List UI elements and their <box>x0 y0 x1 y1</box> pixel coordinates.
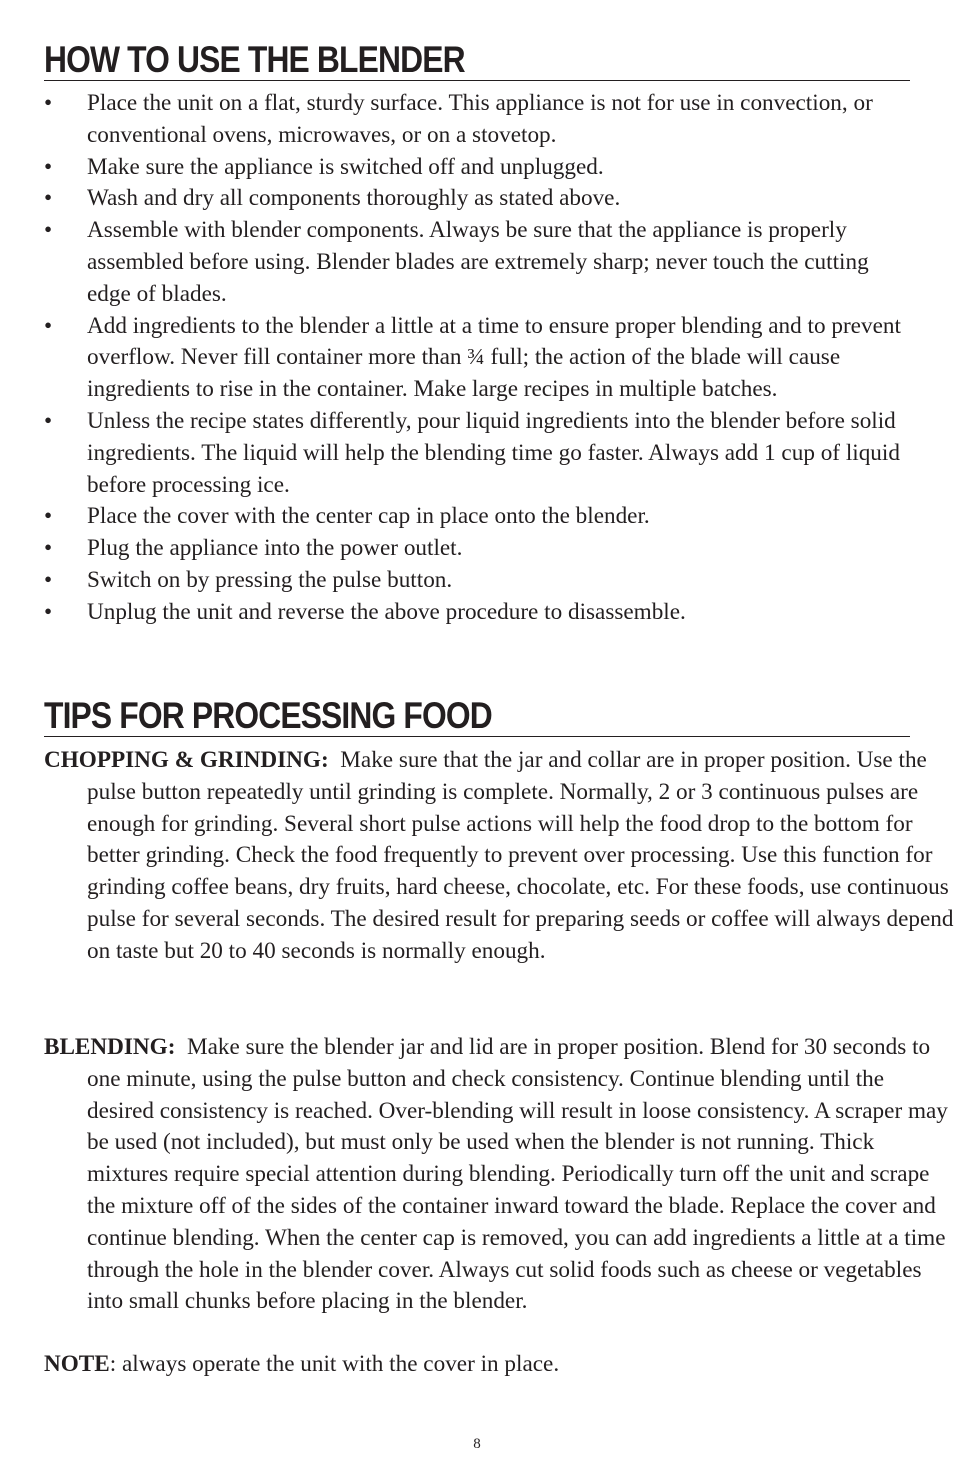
bullet-icon: • <box>44 312 53 339</box>
bullet-icon: • <box>44 535 53 562</box>
list-item: • Assemble with blender components. Always be sure that the appliance is properly assembled before using. Blender blades are extremely sharp; never touch the cutting edge of blades. <box>44 217 869 307</box>
section-divider <box>44 80 910 81</box>
list-item: • Make sure the appliance is switched off and unplugged. <box>44 152 914 184</box>
blending-paragraph <box>44 1032 954 1318</box>
bullet-icon: • <box>44 217 53 244</box>
bullet-icon: • <box>44 566 53 593</box>
bullet-icon: • <box>44 598 53 625</box>
list-item: • Unplug the unit and reverse the above procedure to disassemble. <box>44 597 914 629</box>
list-item: • Add ingredients to the blender a little at a time to ensure proper blending and to prevent overflow. Never fill container more than ¾ full; the action of the blade will cause ingredients to rise in the container. Make large recipes in multiple batches. <box>44 312 901 403</box>
note-text: : always operate the unit with the cover in place. <box>109 1351 560 1377</box>
note-paragraph <box>44 1349 912 1381</box>
bullet-icon: • <box>44 90 53 116</box>
blending-label: BLENDING: <box>44 1034 176 1060</box>
chopping-grinding-label: CHOPPING & GRINDING: <box>44 747 329 773</box>
instruction-list <box>44 88 914 629</box>
list-item: • Place the cover with the center cap in place onto the blender. <box>44 501 914 533</box>
section-title-how-to-use: HOW TO USE THE BLENDER <box>44 39 465 80</box>
bullet-icon: • <box>44 153 53 180</box>
list-item: • Place the unit on a flat, sturdy surface. This appliance is not for use in convection, or conventional ovens, microwaves, or on a stovetop. <box>44 90 873 148</box>
list-item: • Unless the recipe states differently, pour liquid ingredients into the blender before solid ingredients. The liquid will help the blending time go faster. Always add 1 cup of liquid before processing ice. <box>44 407 900 498</box>
section-title-tips: TIPS FOR PROCESSING FOOD <box>44 695 492 736</box>
note-label: NOTE <box>44 1351 110 1377</box>
page-number: 8 <box>473 1436 481 1452</box>
bullet-icon: • <box>44 407 53 434</box>
chopping-grinding-text: Make sure that the jar and collar are in proper position. Use the pulse button repeatedly until grinding is complete. Normally, 2 or 3 continuous pulses are enough for grinding. Several short pulse actions will help the food drop to the bottom for better grinding. Check the food frequently to prevent over processing. Use this function for grinding coffee beans, dry fruits, hard cheese, chocolate, etc. For these foods, use continuous pulse for several seconds. The desired result for preparing seeds or coffee will always depend on taste but 20 to 40 seconds is normally enough. <box>87 747 954 964</box>
list-item: • Switch on by pressing the pulse button. <box>44 565 914 597</box>
blending-text: Make sure the blender jar and lid are in proper position. Blend for 30 seconds to one minute, using the pulse button and check consistency. Continue blending until the desired consistency is reached. Over-blending will result in loose consistency. A scraper may be used (not included), but must only be used when the blender is not running. Thick mixtures require special attention during blending. Periodically turn off the unit and scrape the mixture off of the sides of the container inward toward the blade. Replace the cover and continue blending. When the center cap is removed, you can add ingredients a little at a time through the hole in the blender cover. Always cut solid foods such as cheese or vegetables into small chunks before placing in the blender. <box>87 1034 948 1315</box>
section-divider <box>44 736 910 737</box>
list-item: • Wash and dry all components thoroughly as stated above. <box>44 183 914 215</box>
bullet-icon: • <box>44 503 53 530</box>
list-item: • Plug the appliance into the power outlet. <box>44 533 914 565</box>
chopping-grinding-paragraph <box>44 745 954 968</box>
bullet-icon: • <box>44 185 53 212</box>
